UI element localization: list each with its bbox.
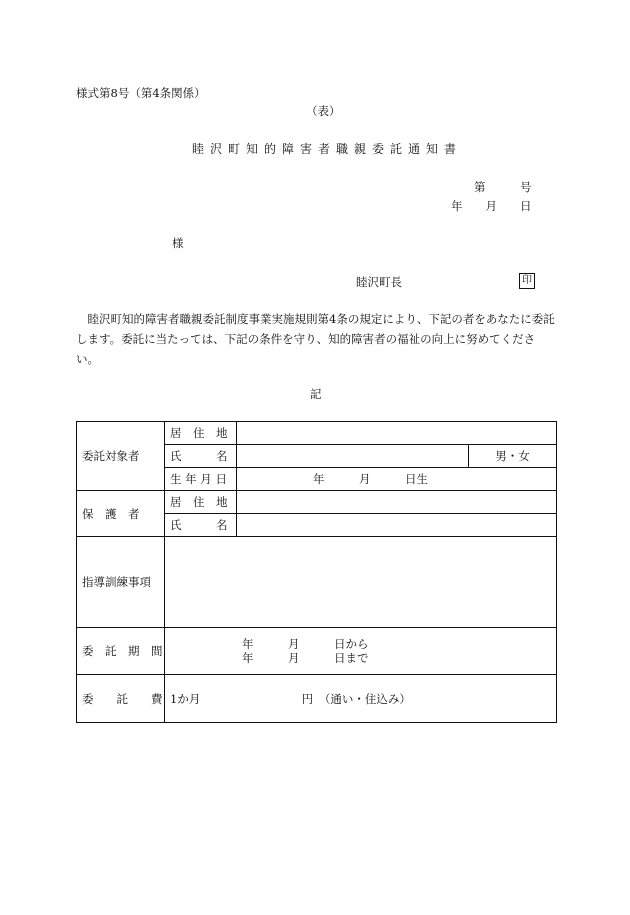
guardian-label: 保 護 者 (77, 491, 165, 537)
period-to: 年 月 日まで (242, 651, 369, 665)
subject-birth-label: 生 年 月 日 (165, 468, 237, 491)
subject-gender-field[interactable]: 男・女 (469, 445, 557, 468)
subject-name-label: 氏 名 (165, 445, 237, 468)
guidance-field[interactable] (165, 537, 557, 628)
guidance-label: 指導訓練事項 (77, 537, 165, 628)
guardian-name-field[interactable] (237, 514, 557, 537)
notice-body-text: 睦沢町知的障害者職親委託制度事業実施規則第4条の規定により、下記の者をあなたに委託します。委託に当たっては、下記の条件を守り、知的障害者の福祉の向上に努めてください。 (76, 312, 555, 366)
period-field[interactable] (165, 628, 557, 675)
period-from: 年 月 日から (242, 637, 369, 651)
subject-label: 委託対象者 (82, 449, 140, 463)
addressee-suffix: 様 (172, 236, 184, 250)
guardian-name-label: 氏 名 (165, 514, 237, 537)
guardian-residence-label: 居 住 地 (165, 491, 237, 514)
form-side-label: （表） (306, 104, 341, 118)
subject-residence-label: 居 住 地 (165, 422, 237, 445)
subject-label-cell (77, 422, 165, 491)
seal-mark: 印 (519, 273, 535, 289)
fee-label: 委 託 費 (77, 675, 165, 723)
issuer-name: 睦沢町長 (356, 275, 402, 289)
subject-name-field[interactable] (237, 445, 469, 468)
subject-residence-field[interactable] (237, 422, 557, 445)
fee-yen: 円 （通い・住込み） (301, 691, 411, 706)
page-title: 睦沢町知的障害者職親委託通知書 (192, 142, 463, 156)
form-style-number: 様式第8号（第4条関係） (76, 86, 206, 100)
ki-label: 記 (310, 387, 322, 401)
guardian-residence-field[interactable] (237, 491, 557, 514)
period-label: 委 託 期 間 (77, 628, 165, 675)
fee-monthly: 1か月 (170, 691, 201, 706)
commission-table (76, 421, 557, 723)
document-date: 年 月 日 (451, 199, 532, 213)
document-number: 第 号 (474, 180, 532, 194)
subject-birth-field[interactable]: 年 月 日生 (237, 468, 557, 491)
fee-field[interactable] (165, 675, 557, 723)
